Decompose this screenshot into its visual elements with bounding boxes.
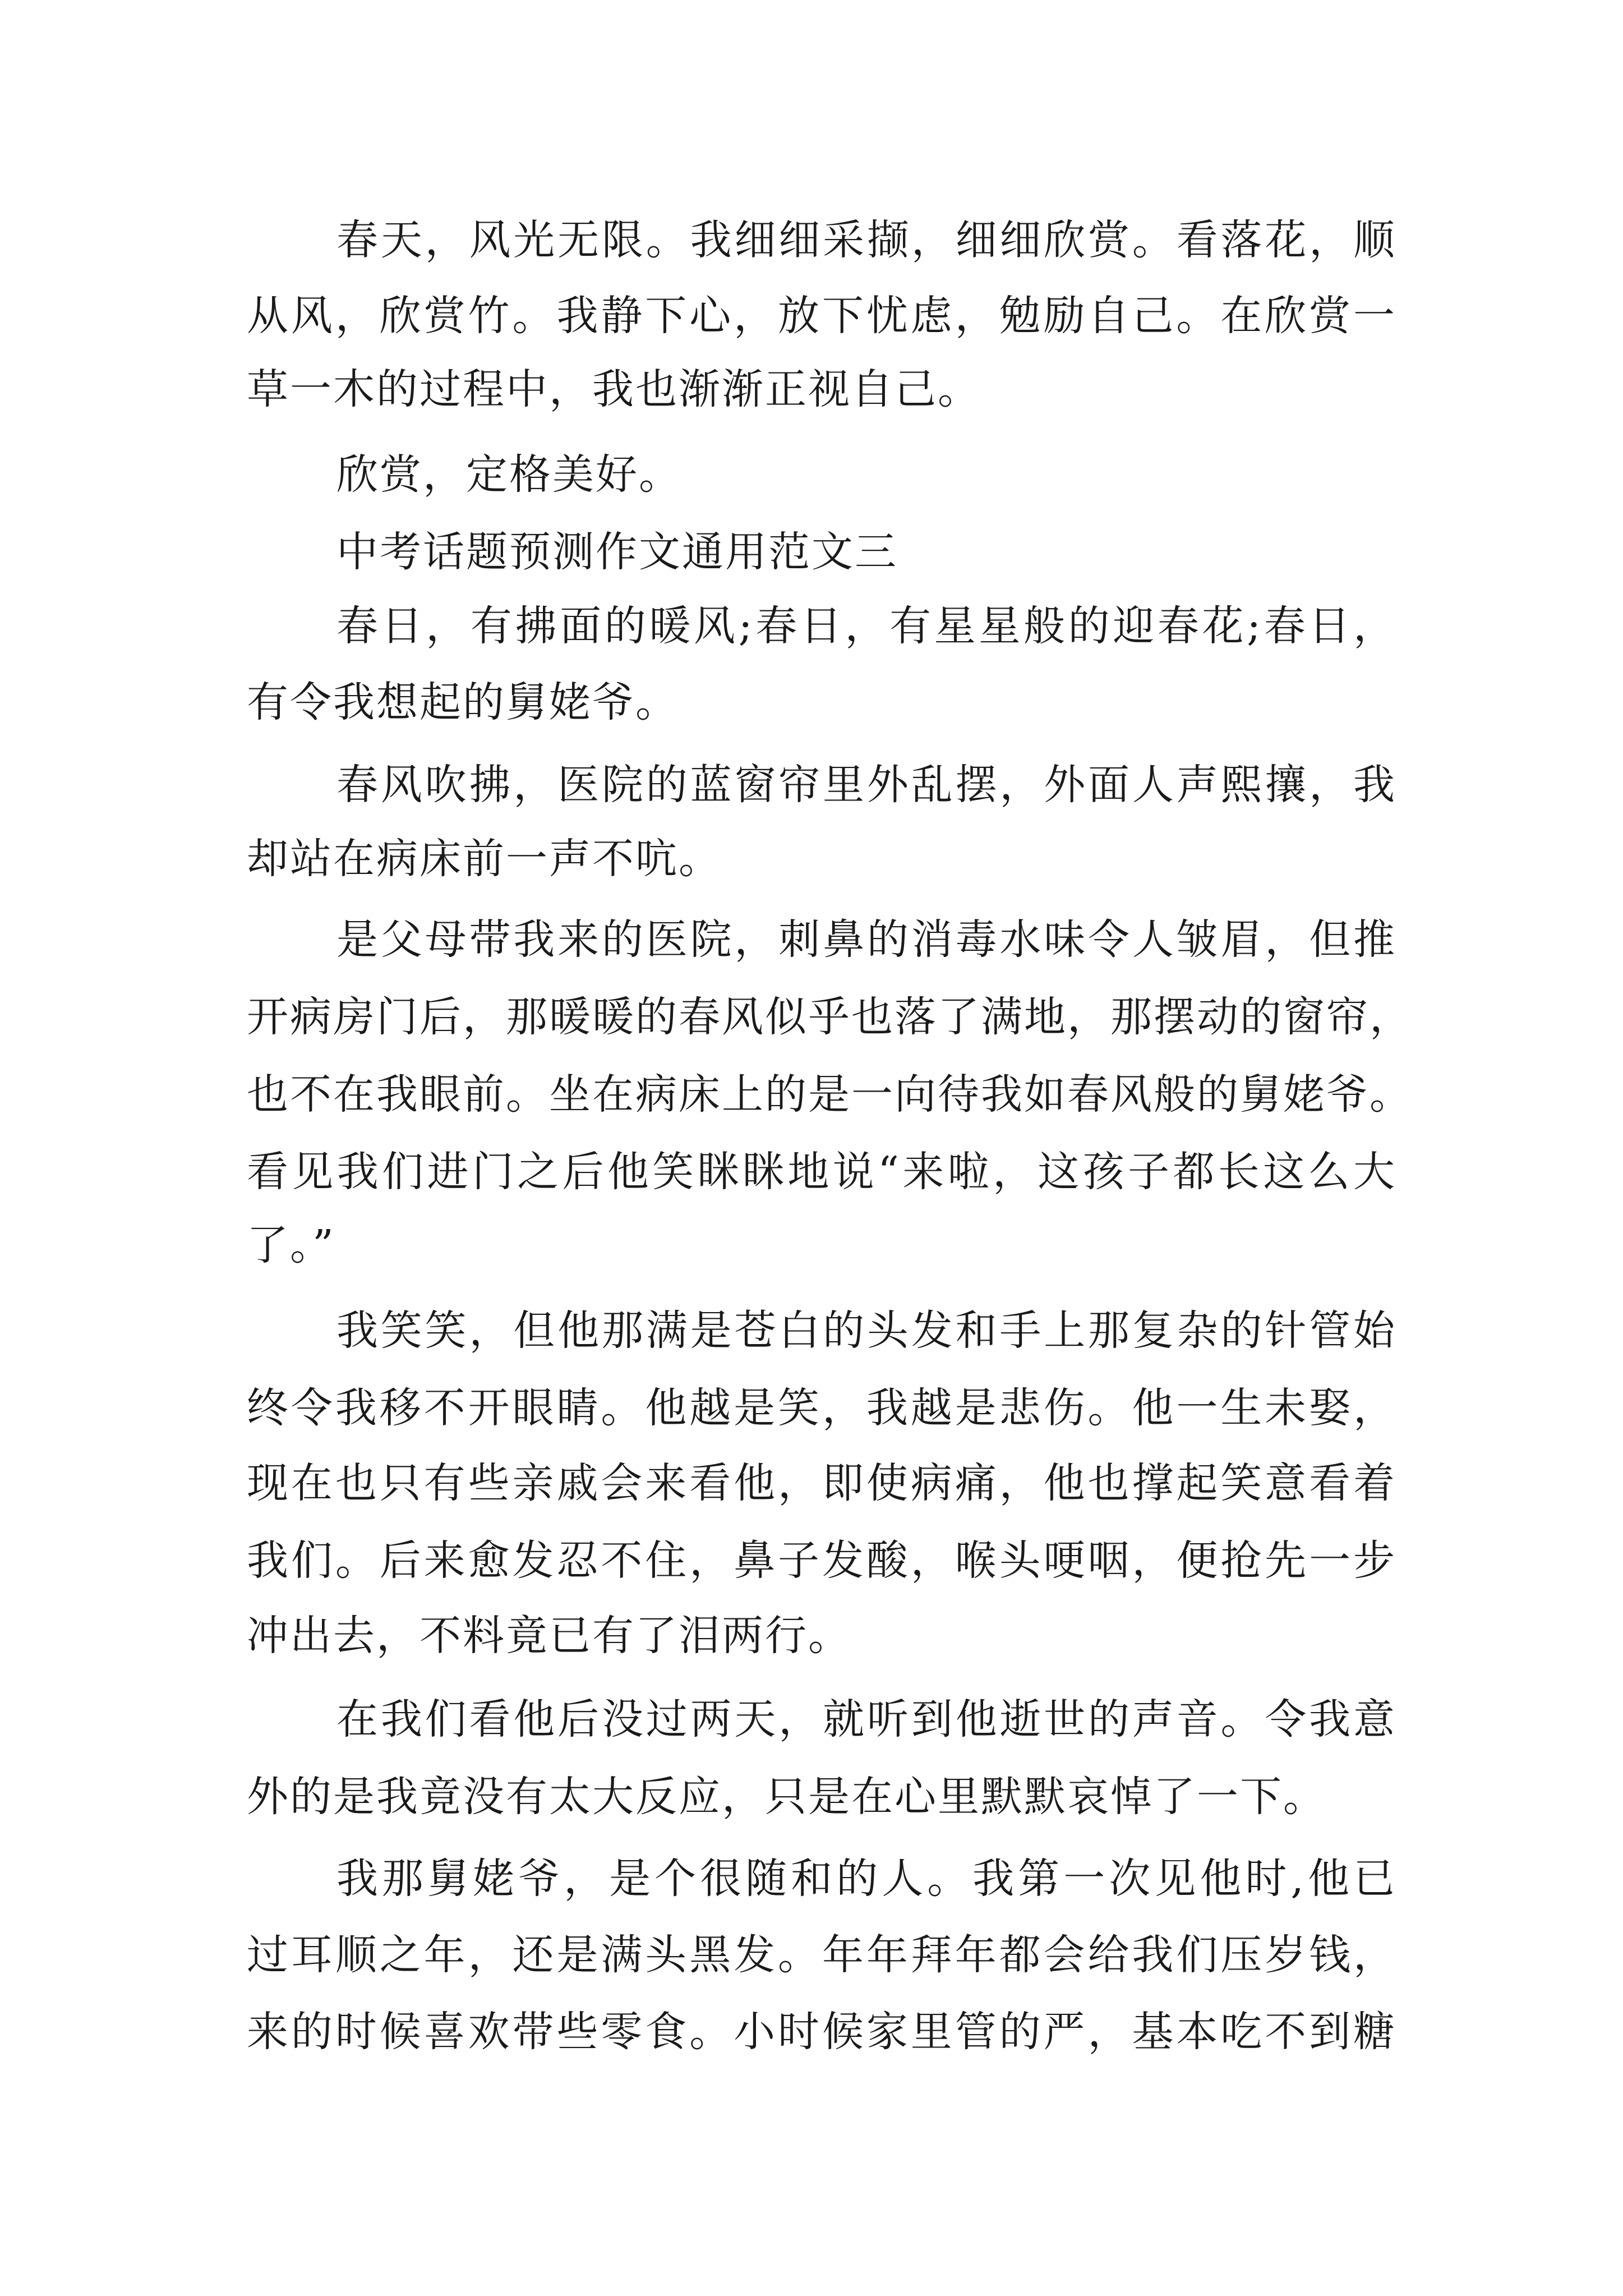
text-line: 春日，有拂面的暖风;春日，有星星般的迎春花;春日， bbox=[336, 602, 1396, 650]
text-line: 在我们看他后没过两天，就听到他逝世的声音。令我意 bbox=[336, 1695, 1396, 1743]
text-line: 有令我想起的舅姥爷。 bbox=[247, 678, 679, 726]
section-heading: 中考话题预测作文通用范文三 bbox=[336, 528, 898, 576]
text-line: 外的是我竟没有太大反应，只是在心里默默哀悼了一下。 bbox=[247, 1773, 1326, 1821]
text-line: 开病房门后，那暖暖的春风似乎也落了满地，那摆动的窗帘， bbox=[247, 993, 1413, 1041]
text-line: 终令我移不开眼睛。他越是笑，我越是悲伤。他一生未娶， bbox=[247, 1384, 1396, 1432]
text-line: 了。” bbox=[247, 1221, 335, 1269]
text-line: 是父母带我来的医院，刺鼻的消毒水味令人皱眉，但推 bbox=[336, 915, 1396, 964]
text-line: 冲出去，不料竟已有了泪两行。 bbox=[247, 1612, 851, 1660]
text-line: 草一木的过程中，我也渐渐正视自己。 bbox=[247, 365, 981, 413]
text-line: 我笑笑，但他那满是苍白的头发和手上那复杂的针管始 bbox=[336, 1306, 1396, 1355]
text-line: 也不在我眼前。坐在病床上的是一向待我如春风般的舅姥爷。 bbox=[247, 1070, 1413, 1119]
text-line: 现在也只有些亲戚会来看他，即使病痛，他也撑起笑意看着 bbox=[247, 1459, 1396, 1507]
text-line: 从风，欣赏竹。我静下心，放下忧虑，勉励自己。在欣赏一 bbox=[247, 292, 1396, 340]
text-line: 却站在病床前一声不吭。 bbox=[247, 835, 722, 883]
text-line: 我们。后来愈发忍不住，鼻子发酸，喉头哽咽，便抢先一步 bbox=[247, 1536, 1396, 1585]
text-line: 来的时候喜欢带些零食。小时候家里管的严，基本吃不到糖 bbox=[247, 2008, 1396, 2056]
text-line: 我那舅姥爷，是个很随和的人。我第一次见他时,他已 bbox=[336, 1855, 1396, 1903]
text-line: 春天，风光无限。我细细采撷，细细欣赏。看落花，顺 bbox=[336, 216, 1396, 264]
text-line: 春风吹拂，医院的蓝窗帘里外乱摆，外面人声熙攘，我 bbox=[336, 761, 1396, 809]
text-line: 欣赏，定格美好。 bbox=[336, 450, 682, 499]
text-line: 看见我们进门之后他笑眯眯地说“来啦，这孩子都长这么大 bbox=[247, 1148, 1396, 1196]
text-line: 过耳顺之年，还是满头黑发。年年拜年都会给我们压岁钱， bbox=[247, 1931, 1396, 1979]
